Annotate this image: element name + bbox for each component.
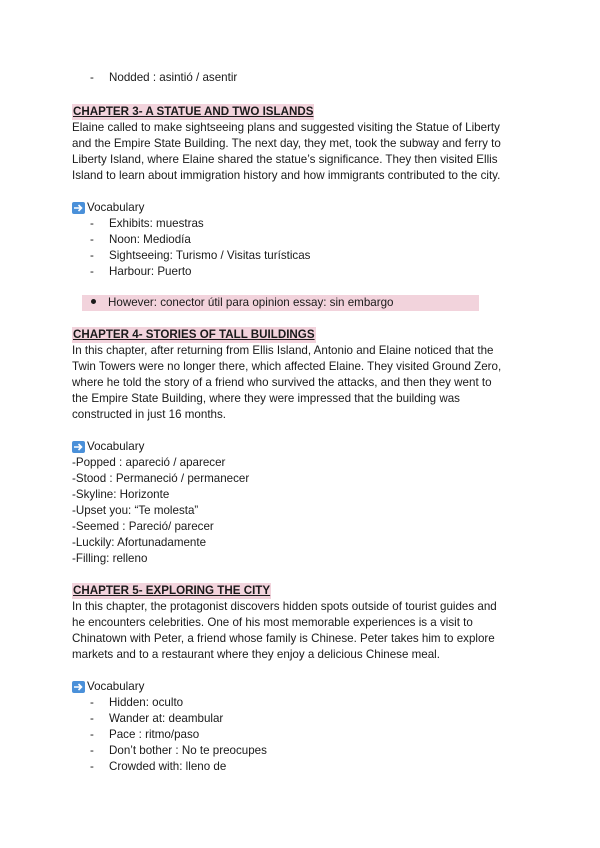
chapter-4-summary: In this chapter, after returning from Ellis Island, Antonio and Elaine noticed that the Twin Towers were no longer there, which affected Elaine. They visited Ground Zero, where he told the story of a friend who survived the attacks, and then they went to the Empire State Building, where they were impressed that the building was constructed in just 16 months. [72,344,502,421]
chapter-4-vocab-list [72,455,249,567]
list-item: - Sightseeing: Turismo / Visitas turísticas [90,248,310,264]
chapter-5-vocab-list [90,695,267,775]
list-item: - Harbour: Puerto [90,264,310,280]
chapter-5-heading: CHAPTER 5- EXPLORING THE CITY [73,584,271,597]
chapter-4-heading: CHAPTER 4- STORIES OF TALL BUILDINGS [73,328,315,341]
list-item: -Luckily: Afortunadamente [72,536,207,549]
bullet-icon [91,299,96,304]
however-note: However: conector útil para opinion essay: sin embargo [82,295,479,311]
chapter-5-summary: In this chapter, the protagonist discovers hidden spots outside of tourist guides and he encounters celebrities. One of his most memorable experiences is a visit to Chinatown with Peter, a friend whose family is Chinese. Peter takes him to explore markets and to a restaurant where they enjoy a delicious Chinese meal. [72,600,497,661]
list-item: -Stood : Permaneció / permanecer [72,472,250,485]
list-item: -Popped : apareció / aparecer [72,456,226,469]
list-item: -Upset you: “Te molesta” [72,504,199,517]
list-item: -Skyline: Horizonte [72,488,170,501]
list-item: - Exhibits: muestras [90,216,310,232]
list-item: -Seemed : Pareció/ parecer [72,520,214,533]
list-item: - Noon: Mediodía [90,232,310,248]
list-item: - Crowded with: lleno de [90,759,267,775]
list-item: - Wander at: deambular [90,711,267,727]
arrow-right-icon [72,441,85,453]
list-item: - Hidden: oculto [90,695,267,711]
chapter-3-vocab-label: Vocabulary [72,200,532,216]
chapter-5-vocab-label: Vocabulary [72,679,532,695]
list-item: - Don’t bother : No te preocupes [90,743,267,759]
chapter-3-summary: Elaine called to make sightseeing plans and suggested visiting the Statue of Liberty and the Empire State Building. The next day, they met, took the subway and ferry to Liberty Island, where Elaine shared the statue’s significance. They then visited Ellis Island to learn about immigration history and how immigrants contributed to the city. [72,121,501,182]
arrow-right-icon [72,681,85,693]
chapter-3-heading: CHAPTER 3- A STATUE AND TWO ISLANDS [73,105,314,118]
chapter-4-vocab-label: Vocabulary [72,439,532,455]
list-item: - Nodded : asintió / asentir [90,70,237,86]
arrow-right-icon [72,202,85,214]
list-item: -Filling: relleno [72,552,148,565]
chapter-3-vocab-list [90,216,310,280]
list-item: - Pace : ritmo/paso [90,727,267,743]
top-vocab-list [90,70,237,86]
